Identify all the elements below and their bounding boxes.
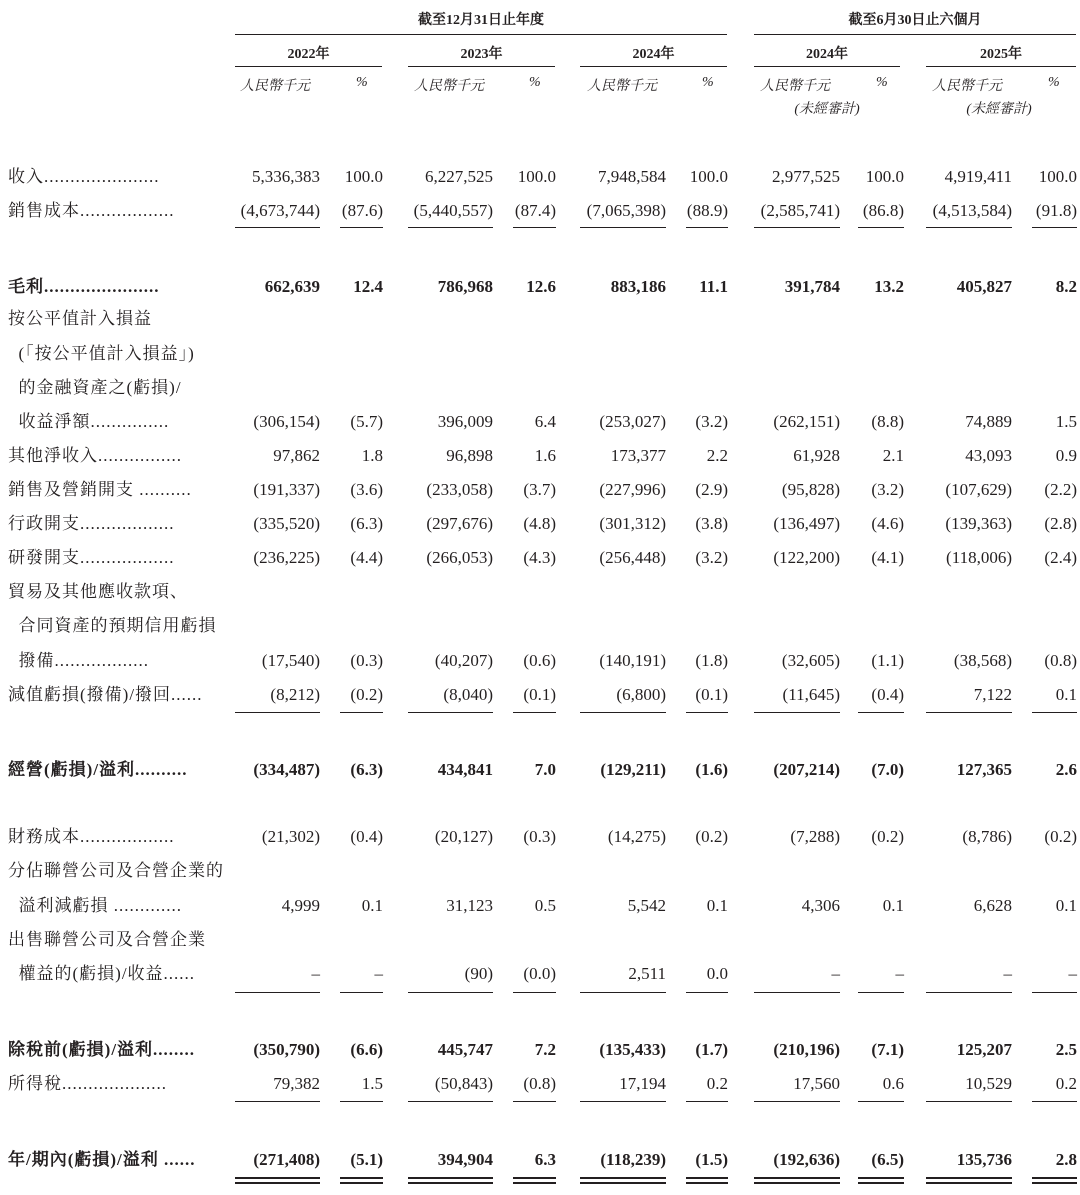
amount-cell: (236,225) [253,548,320,567]
pct-label: % [876,75,888,90]
row-label: 分佔聯營公司及合營企業的 [8,861,224,880]
percent-cell: 100.0 [517,167,556,186]
unit-label: 人民幣千元 [587,79,657,94]
amount-cell: (256,448) [599,548,666,567]
pct-label: % [702,75,714,90]
percent-cell: (1.1) [871,651,904,670]
percent-cell: (6.3) [350,760,383,779]
percent-cell: 1.8 [361,446,383,465]
amount-cell: 125,207 [956,1040,1012,1059]
amount-cell: (136,497) [773,514,840,533]
table-row [0,478,1080,502]
rule [754,66,900,67]
percent-cell: (3.6) [350,480,383,499]
double-rule [754,1177,840,1184]
percent-cell: (2.4) [1044,548,1077,567]
amount-cell: – [1003,964,1012,983]
unaudited-label: (未經審計) [794,102,860,117]
table-row [0,859,1080,883]
table-row [0,512,1080,536]
percent-cell: 2.5 [1055,1040,1077,1059]
percent-cell: 2.2 [706,446,728,465]
amount-cell: (122,200) [773,548,840,567]
rule [754,34,1076,35]
row-label: 按公平值計入損益 [8,309,152,328]
amount-cell: 883,186 [610,277,666,296]
amount-cell: 434,841 [437,760,493,779]
rule [340,712,383,713]
amount-cell: 445,747 [437,1040,493,1059]
rule [340,227,383,228]
pct-label: % [356,75,368,90]
percent-cell: (4.4) [350,548,383,567]
pct-label: % [529,75,541,90]
percent-cell: 8.2 [1055,277,1077,296]
period-full-year-heading: 截至12月31日止年度 [418,13,544,28]
table-row [0,825,1080,849]
double-rule [1032,1177,1077,1184]
percent-cell: 11.1 [699,277,728,296]
percent-cell: – [1068,964,1077,983]
unit-label: 人民幣千元 [414,79,484,94]
amount-cell: 97,862 [273,446,320,465]
amount-cell: (118,239) [600,1150,666,1169]
percent-cell: 6.4 [534,412,556,431]
rule [858,1101,904,1102]
double-rule [580,1177,666,1184]
amount-cell: (90) [464,964,493,983]
amount-cell: (7,288) [790,827,840,846]
rule [235,34,727,35]
rule [926,1101,1012,1102]
amount-cell: 5,542 [627,896,666,915]
amount-cell: 96,898 [446,446,493,465]
rule [686,227,728,228]
amount-cell: 31,123 [446,896,493,915]
percent-cell: (86.8) [862,201,904,220]
percent-cell: (4.3) [523,548,556,567]
percent-cell: (3.2) [695,412,728,431]
percent-cell: 13.2 [874,277,904,296]
table-row [0,275,1080,299]
rule [408,227,493,228]
percent-cell: (4.8) [523,514,556,533]
double-rule [513,1177,556,1184]
amount-cell: (192,636) [773,1150,840,1169]
amount-cell: (334,487) [253,760,320,779]
rule [1032,712,1077,713]
amount-cell: (129,211) [600,760,666,779]
amount-cell: (266,053) [426,548,493,567]
percent-cell: 100.0 [1038,167,1077,186]
percent-cell: (0.4) [350,827,383,846]
amount-cell: (306,154) [253,412,320,431]
row-label: 的金融資產之(虧損)/ [8,378,182,397]
amount-cell: (253,027) [599,412,666,431]
percent-cell: (3.2) [871,480,904,499]
row-label: 研發開支.................. [8,548,175,567]
amount-cell: 786,968 [437,277,493,296]
percent-cell: (87.4) [514,201,556,220]
amount-cell: (2,585,741) [760,201,840,220]
table-row [0,165,1080,189]
amount-cell: – [831,964,840,983]
percent-cell: 100.0 [344,167,383,186]
table-row [0,444,1080,468]
amount-cell: 10,529 [965,1074,1012,1093]
table-row [0,683,1080,707]
percent-cell: (0.4) [871,685,904,704]
table-row [0,199,1080,223]
row-label: 年/期內(虧損)/溢利 ...... [8,1150,196,1169]
table-row [0,410,1080,434]
percent-cell: 100.0 [865,167,904,186]
percent-cell: (1.8) [695,651,728,670]
amount-cell: 7,948,584 [598,167,666,186]
percent-cell: 1.6 [534,446,556,465]
amount-cell: (8,786) [962,827,1012,846]
percent-cell: 2.6 [1055,760,1077,779]
amount-cell: (21,302) [261,827,320,846]
percent-cell: (0.1) [695,685,728,704]
table-row [0,1072,1080,1096]
table-row [0,546,1080,570]
amount-cell: (14,275) [607,827,666,846]
row-label: 合同資產的預期信用虧損 [8,616,217,635]
amount-cell: 394,904 [437,1150,493,1169]
percent-cell: (0.2) [1044,827,1077,846]
rule [408,712,493,713]
row-label: 財務成本.................. [8,827,175,846]
unit-label: 人民幣千元 [932,79,1002,94]
percent-cell: (4.6) [871,514,904,533]
percent-cell: (2.9) [695,480,728,499]
percent-cell: 0.2 [706,1074,728,1093]
row-label: 除稅前(虧損)/溢利........ [8,1040,196,1059]
rule [926,66,1076,67]
table-row [0,614,1080,638]
percent-cell: 7.0 [534,760,556,779]
double-rule [235,1177,320,1184]
double-rule [858,1177,904,1184]
table-row [0,342,1080,366]
amount-cell: 405,827 [956,277,1012,296]
rule [513,992,556,993]
rule [926,712,1012,713]
rule [686,992,728,993]
table-row [0,928,1080,952]
amount-cell: 61,928 [793,446,840,465]
row-label: 行政開支.................. [8,514,175,533]
rule [408,992,493,993]
rule [513,712,556,713]
amount-cell: 17,194 [619,1074,666,1093]
table-row [0,758,1080,782]
amount-cell: (8,040) [443,685,493,704]
year-heading-2024-six-months: 2024年 [806,47,848,62]
year-heading-2023: 2023年 [460,47,503,62]
year-heading-2024: 2024年 [632,47,675,62]
percent-cell: (1.5) [695,1150,728,1169]
rule [858,992,904,993]
amount-cell: 74,889 [965,412,1012,431]
row-label: 經營(虧損)/溢利.......... [8,760,188,779]
amount-cell: 127,365 [956,760,1012,779]
rule [235,66,382,67]
rule [686,1101,728,1102]
unit-label: 人民幣千元 [760,79,830,94]
rule [686,712,728,713]
row-label: 所得稅.................... [8,1074,167,1093]
amount-cell: 2,977,525 [772,167,840,186]
period-six-months-heading: 截至6月30日止六個月 [848,13,982,28]
row-label: 溢利減虧損 ............. [8,896,182,915]
percent-cell: 0.1 [706,896,728,915]
amount-cell: 396,009 [437,412,493,431]
percent-cell: 2.8 [1055,1150,1077,1169]
amount-cell: 662,639 [264,277,320,296]
rule [340,992,383,993]
amount-cell: (32,605) [781,651,840,670]
percent-cell: (3.2) [695,548,728,567]
amount-cell: (50,843) [434,1074,493,1093]
rule [235,1101,320,1102]
amount-cell: (139,363) [945,514,1012,533]
amount-cell: (335,520) [253,514,320,533]
unaudited-label: (未經審計) [966,102,1032,117]
amount-cell: (271,408) [253,1150,320,1169]
amount-cell: 391,784 [784,277,840,296]
percent-cell: (7.1) [871,1040,904,1059]
amount-cell: 79,382 [273,1074,320,1093]
double-rule [926,1177,1012,1184]
percent-cell: (0.3) [350,651,383,670]
amount-cell: (6,800) [616,685,666,704]
row-label: 收入...................... [8,167,160,186]
amount-cell: 6,628 [973,896,1012,915]
percent-cell: (0.2) [695,827,728,846]
rule [754,1101,840,1102]
amount-cell: (191,337) [253,480,320,499]
row-label: 減值虧損(撥備)/撥回...... [8,685,203,704]
percent-cell: 0.6 [882,1074,904,1093]
rule [513,1101,556,1102]
double-rule [340,1177,383,1184]
percent-cell: 12.4 [353,277,383,296]
amount-cell: – [311,964,320,983]
row-label: 收益淨額............... [8,412,170,431]
amount-cell: 5,336,383 [252,167,320,186]
percent-cell: 0.0 [706,964,728,983]
table-row [0,1148,1080,1172]
amount-cell: 6,227,525 [425,167,493,186]
percent-cell: (0.6) [523,651,556,670]
amount-cell: (233,058) [426,480,493,499]
percent-cell: (8.8) [871,412,904,431]
percent-cell: (6.6) [350,1040,383,1059]
percent-cell: (0.8) [1044,651,1077,670]
unit-label: 人民幣千元 [240,79,310,94]
rule [926,992,1012,993]
percent-cell: (1.7) [695,1040,728,1059]
percent-cell: 0.9 [1055,446,1077,465]
amount-cell: 135,736 [956,1150,1012,1169]
rule [1032,992,1077,993]
rule [580,227,666,228]
rule [580,992,666,993]
amount-cell: (8,212) [270,685,320,704]
percent-cell: (1.6) [695,760,728,779]
rule [580,712,666,713]
table-row [0,376,1080,400]
row-label: 銷售成本.................. [8,201,175,220]
table-row [0,1038,1080,1062]
percent-cell: (6.5) [871,1150,904,1169]
percent-cell: (3.8) [695,514,728,533]
amount-cell: (227,996) [599,480,666,499]
amount-cell: (4,513,584) [932,201,1012,220]
rule [858,227,904,228]
amount-cell: 173,377 [610,446,666,465]
percent-cell: (0.3) [523,827,556,846]
rule [235,712,320,713]
percent-cell: (6.3) [350,514,383,533]
rule [580,1101,666,1102]
rule [858,712,904,713]
amount-cell: (4,673,744) [240,201,320,220]
rule [926,227,1012,228]
percent-cell: (2.8) [1044,514,1077,533]
rule [580,66,727,67]
rule [513,227,556,228]
percent-cell: (87.6) [341,201,383,220]
percent-cell: 0.1 [882,896,904,915]
amount-cell: (95,828) [781,480,840,499]
amount-cell: (7,065,398) [586,201,666,220]
row-label: 出售聯營公司及合營企業 [8,930,206,949]
table-row [0,649,1080,673]
table-row [0,580,1080,604]
table-row [0,962,1080,986]
rule [1032,227,1077,228]
amount-cell: 2,511 [628,964,666,983]
amount-cell: (262,151) [773,412,840,431]
percent-cell: 1.5 [1055,412,1077,431]
amount-cell: (140,191) [599,651,666,670]
pct-label: % [1048,75,1060,90]
double-rule [686,1177,728,1184]
percent-cell: 0.2 [1055,1074,1077,1093]
amount-cell: (210,196) [773,1040,840,1059]
percent-cell: (4.1) [871,548,904,567]
amount-cell: (135,433) [599,1040,666,1059]
rule [1032,1101,1077,1102]
row-label: 銷售及營銷開支 .......... [8,480,192,499]
table-row [0,307,1080,331]
row-label: 毛利...................... [8,277,160,296]
amount-cell: 7,122 [973,685,1012,704]
percent-cell: (91.8) [1035,201,1077,220]
percent-cell: (5.7) [350,412,383,431]
percent-cell: (3.7) [523,480,556,499]
row-label: 其他淨收入................ [8,446,182,465]
percent-cell: 0.1 [1055,896,1077,915]
amount-cell: (5,440,557) [413,201,493,220]
rule [340,1101,383,1102]
rule [235,227,320,228]
percent-cell: 12.6 [526,277,556,296]
amount-cell: (350,790) [253,1040,320,1059]
amount-cell: (17,540) [261,651,320,670]
amount-cell: 43,093 [965,446,1012,465]
amount-cell: (118,006) [946,548,1012,567]
percent-cell: 7.2 [534,1040,556,1059]
percent-cell: (5.1) [350,1150,383,1169]
percent-cell: (0.8) [523,1074,556,1093]
amount-cell: (107,629) [945,480,1012,499]
percent-cell: (0.2) [871,827,904,846]
rule [235,992,320,993]
percent-cell: (0.2) [350,685,383,704]
rule [754,227,840,228]
row-label: (「按公平值計入損益」) [8,344,195,363]
percent-cell: 0.1 [1055,685,1077,704]
table-row [0,894,1080,918]
percent-cell: 0.1 [361,896,383,915]
percent-cell: – [895,964,904,983]
row-label: 權益的(虧損)/收益...... [8,964,196,983]
amount-cell: (297,676) [426,514,493,533]
amount-cell: 4,999 [281,896,320,915]
percent-cell: 2.1 [882,446,904,465]
amount-cell: (11,645) [782,685,840,704]
rule [408,66,555,67]
year-heading-2025-six-months: 2025年 [980,47,1022,62]
amount-cell: (301,312) [599,514,666,533]
percent-cell: 1.5 [361,1074,383,1093]
amount-cell: (40,207) [434,651,493,670]
amount-cell: (207,214) [773,760,840,779]
amount-cell: 4,306 [801,896,840,915]
rule [754,712,840,713]
amount-cell: 4,919,411 [944,167,1012,186]
rule [408,1101,493,1102]
amount-cell: 17,560 [793,1074,840,1093]
percent-cell: 6.3 [534,1150,556,1169]
amount-cell: (38,568) [953,651,1012,670]
row-label: 貿易及其他應收款項、 [8,582,188,601]
percent-cell: (0.1) [523,685,556,704]
percent-cell: – [374,964,383,983]
double-rule [408,1177,493,1184]
rule [754,992,840,993]
year-heading-2022: 2022年 [287,47,330,62]
percent-cell: (88.9) [686,201,728,220]
percent-cell: 0.5 [534,896,556,915]
row-label: 撥備.................. [8,651,149,670]
amount-cell: (20,127) [434,827,493,846]
percent-cell: (0.0) [523,964,556,983]
percent-cell: (7.0) [871,760,904,779]
percent-cell: (2.2) [1044,480,1077,499]
percent-cell: 100.0 [689,167,728,186]
